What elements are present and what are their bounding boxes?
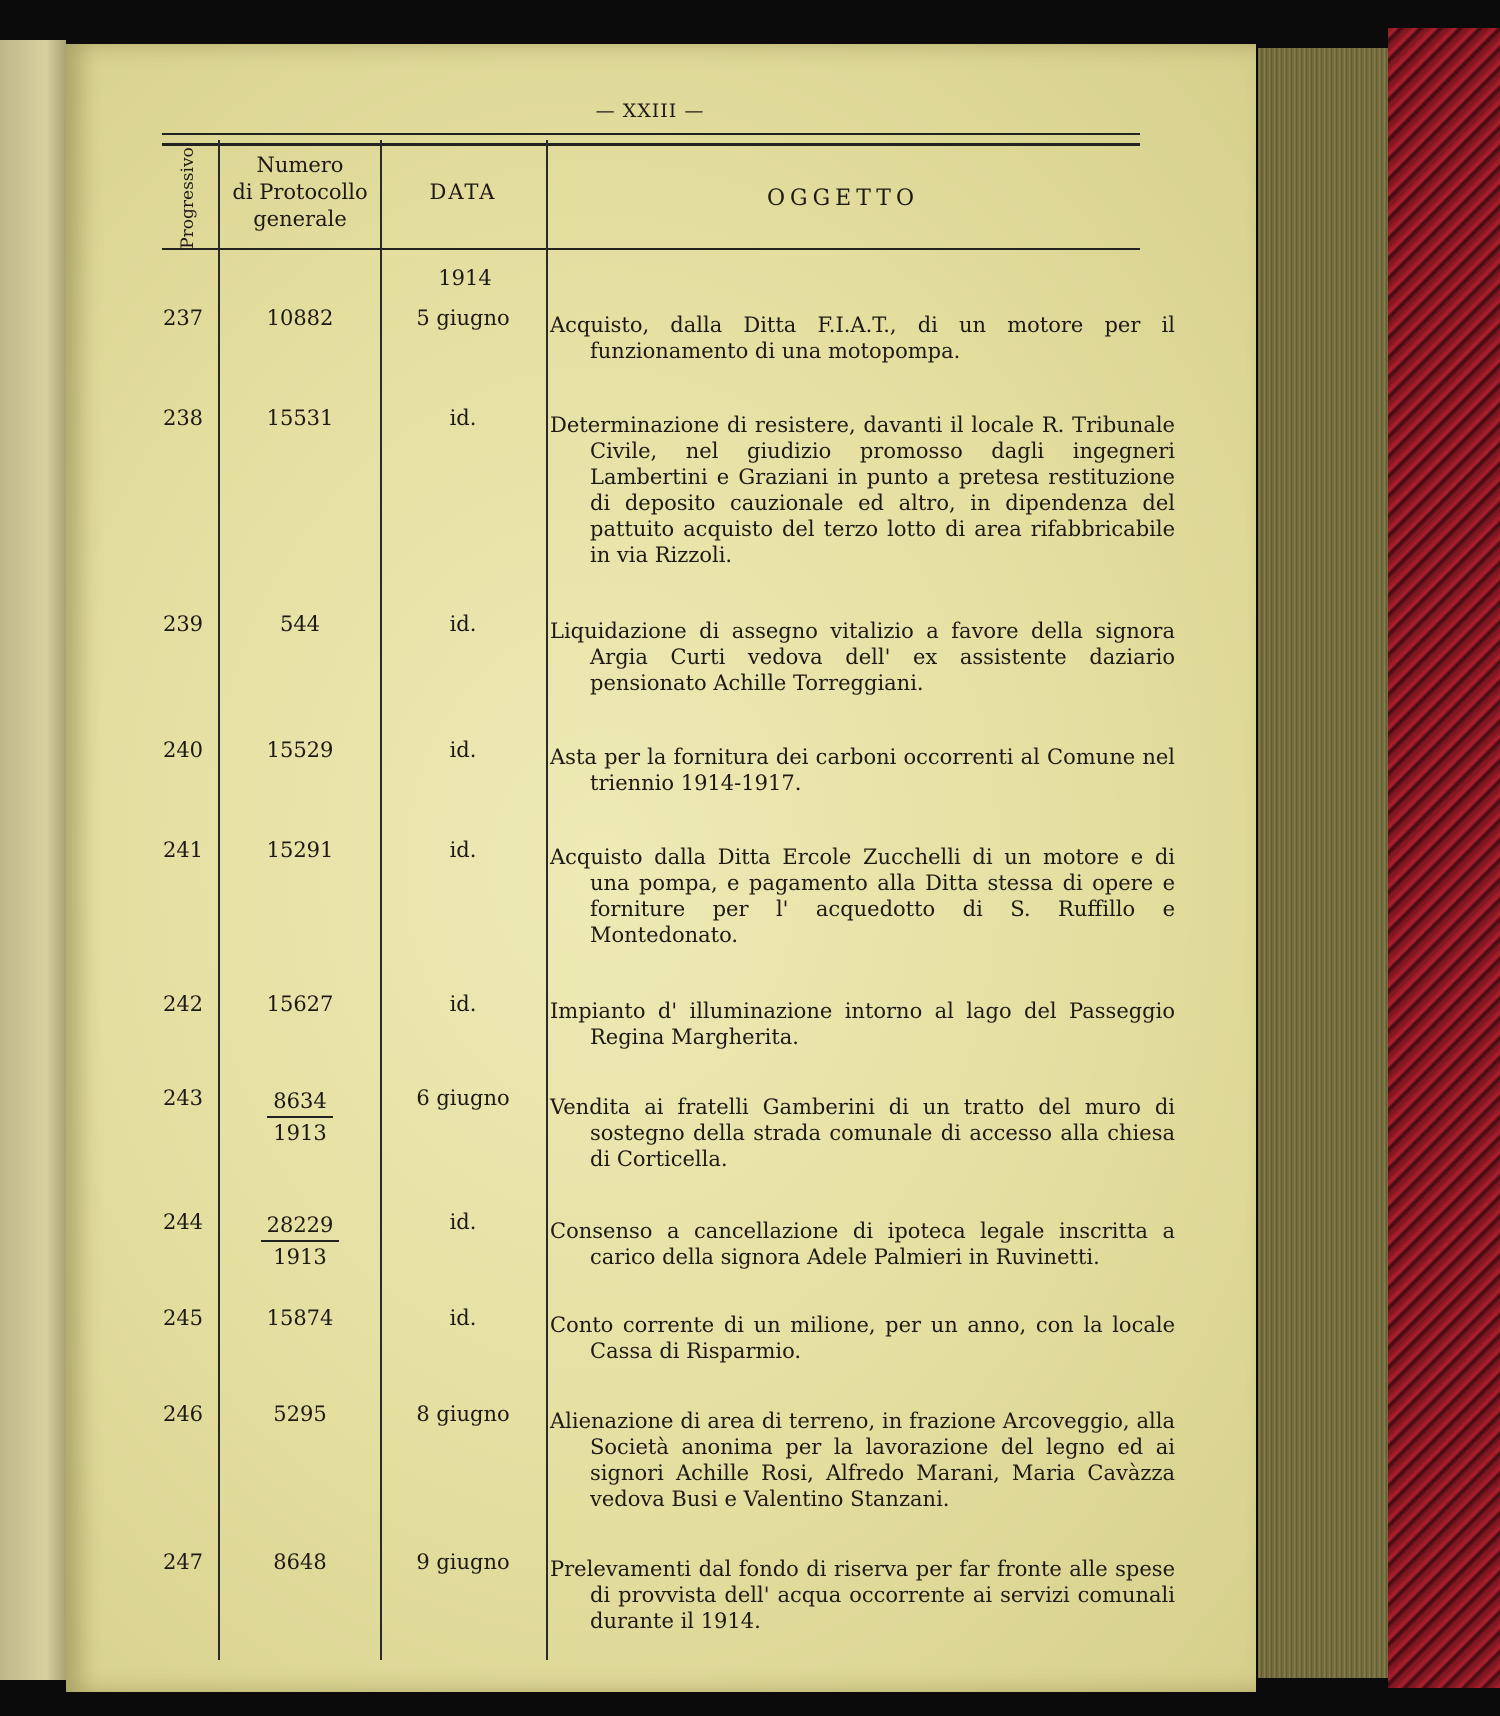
- date-cell: 6 giugno: [416, 1086, 510, 1110]
- progressivo-cell: 240: [162, 738, 204, 762]
- date-cell: 8 giugno: [416, 1402, 510, 1426]
- progressivo-cell: 246: [162, 1402, 204, 1426]
- protocollo-cell: 15291: [266, 838, 334, 862]
- progressivo-cell: 237: [162, 306, 204, 330]
- oggetto-cell: Asta per la fornitura dei carboni occorrenti al Comune nel triennio 1914-1917.: [550, 745, 1175, 795]
- date-cell: id.: [449, 612, 477, 636]
- header-rule-bottom: [162, 248, 1140, 250]
- page-block-edges: [1258, 48, 1388, 1678]
- protocollo-number: 28229: [261, 1210, 340, 1242]
- oggetto-cell: Consenso a cancellazione di ipoteca legale inscritta a carico della signora Adele Palmieri in Ruvinetti.: [550, 1219, 1175, 1269]
- progressivo-cell: 241: [162, 838, 204, 862]
- date-cell: id.: [449, 738, 477, 762]
- protocollo-cell: 8648: [273, 1550, 327, 1574]
- oggetto-cell: Determinazione di resistere, davanti il locale R. Tribunale Civile, nel giudizio promosso dagli ingegneri Lambertini e Graziani in punto a pretesa restituzione di deposito cauzionale ed altro, in dipendenza del pattuito acquisto del terzo lotto di area rifabbricabile in via Rizzoli.: [550, 413, 1175, 567]
- date-cell: id.: [449, 838, 477, 862]
- protocollo-year: 1913: [273, 1121, 327, 1145]
- oggetto-cell: Prelevamenti dal fondo di riserva per far fronte alle spese di provvista dell' acqua occorrente ai servizi comunali durante il 1914.: [550, 1557, 1175, 1633]
- date-cell: 9 giugno: [416, 1550, 510, 1574]
- header-data: DATA: [429, 180, 497, 204]
- protocollo-cell: 544: [279, 612, 321, 636]
- previous-page-edge: [0, 40, 66, 1680]
- header-rule-top-thick: [162, 143, 1140, 146]
- protocollo-cell: 10882: [266, 306, 334, 330]
- oggetto-cell: Acquisto dalla Ditta Ercole Zucchelli di un motore e di una pompa, e pagamento alla Ditta stessa di opere e forniture per l' acquedotto di S. Ruffillo e Montedonato.: [550, 845, 1175, 947]
- header-numero: Numero di Protocollo generale: [232, 153, 368, 231]
- date-cell: id.: [449, 1306, 477, 1330]
- year-label: 1914: [438, 266, 492, 290]
- progressivo-cell: 243: [162, 1086, 204, 1110]
- oggetto-cell: Conto corrente di un milione, per un anno, con la locale Cassa di Risparmio.: [550, 1313, 1175, 1363]
- date-cell: 5 giugno: [416, 306, 510, 330]
- column-divider: [546, 140, 548, 1660]
- book-cover: [1388, 28, 1500, 1688]
- page-number: — XXIII —: [595, 100, 705, 122]
- protocollo-cell: 15874: [266, 1306, 334, 1330]
- protocollo-year: 1913: [273, 1245, 327, 1269]
- progressivo-cell: 244: [162, 1210, 204, 1234]
- header-oggetto: OGGETTO: [766, 186, 920, 211]
- progressivo-cell: 239: [162, 612, 204, 636]
- protocollo-number: 8634: [267, 1086, 332, 1118]
- protocollo-cell: 15531: [266, 406, 334, 430]
- date-cell: id.: [449, 992, 477, 1016]
- column-divider: [218, 140, 220, 1660]
- column-divider: [380, 140, 382, 1660]
- progressivo-cell: 238: [162, 406, 204, 430]
- oggetto-cell: Liquidazione di assegno vitalizio a favore della signora Argia Curti vedova dell' ex assistente daziario pensionato Achille Torreggiani.: [550, 619, 1175, 695]
- oggetto-cell: Impianto d' illuminazione intorno al lago del Passeggio Regina Margherita.: [550, 999, 1175, 1049]
- oggetto-cell: Alienazione di area di terreno, in frazione Arcoveggio, alla Società anonima per la lavorazione del legno ed ai signori Achille Rosi, Alfredo Marani, Maria Cavàzza vedova Busi e Valentino Stanzani.: [550, 1409, 1175, 1511]
- protocollo-cell: 15529: [266, 738, 334, 762]
- progressivo-cell: 242: [162, 992, 204, 1016]
- protocollo-fraction: [222, 1210, 378, 1272]
- header-rule-top: [162, 133, 1140, 135]
- oggetto-cell: Vendita ai fratelli Gamberini di un tratto del muro di sostegno della strada comunale di accesso alla chiesa di Corticella.: [550, 1095, 1175, 1171]
- oggetto-cell: Acquisto, dalla Ditta F.I.A.T., di un motore per il funzionamento di una motopompa.: [550, 313, 1175, 363]
- protocollo-fraction: [222, 1086, 378, 1148]
- date-cell: id.: [449, 1210, 477, 1234]
- protocollo-cell: 5295: [273, 1402, 327, 1426]
- progressivo-cell: 245: [162, 1306, 204, 1330]
- header-progressivo: Progressivo: [178, 147, 198, 249]
- protocollo-cell: 15627: [266, 992, 334, 1016]
- progressivo-cell: 247: [162, 1550, 204, 1574]
- date-cell: id.: [449, 406, 477, 430]
